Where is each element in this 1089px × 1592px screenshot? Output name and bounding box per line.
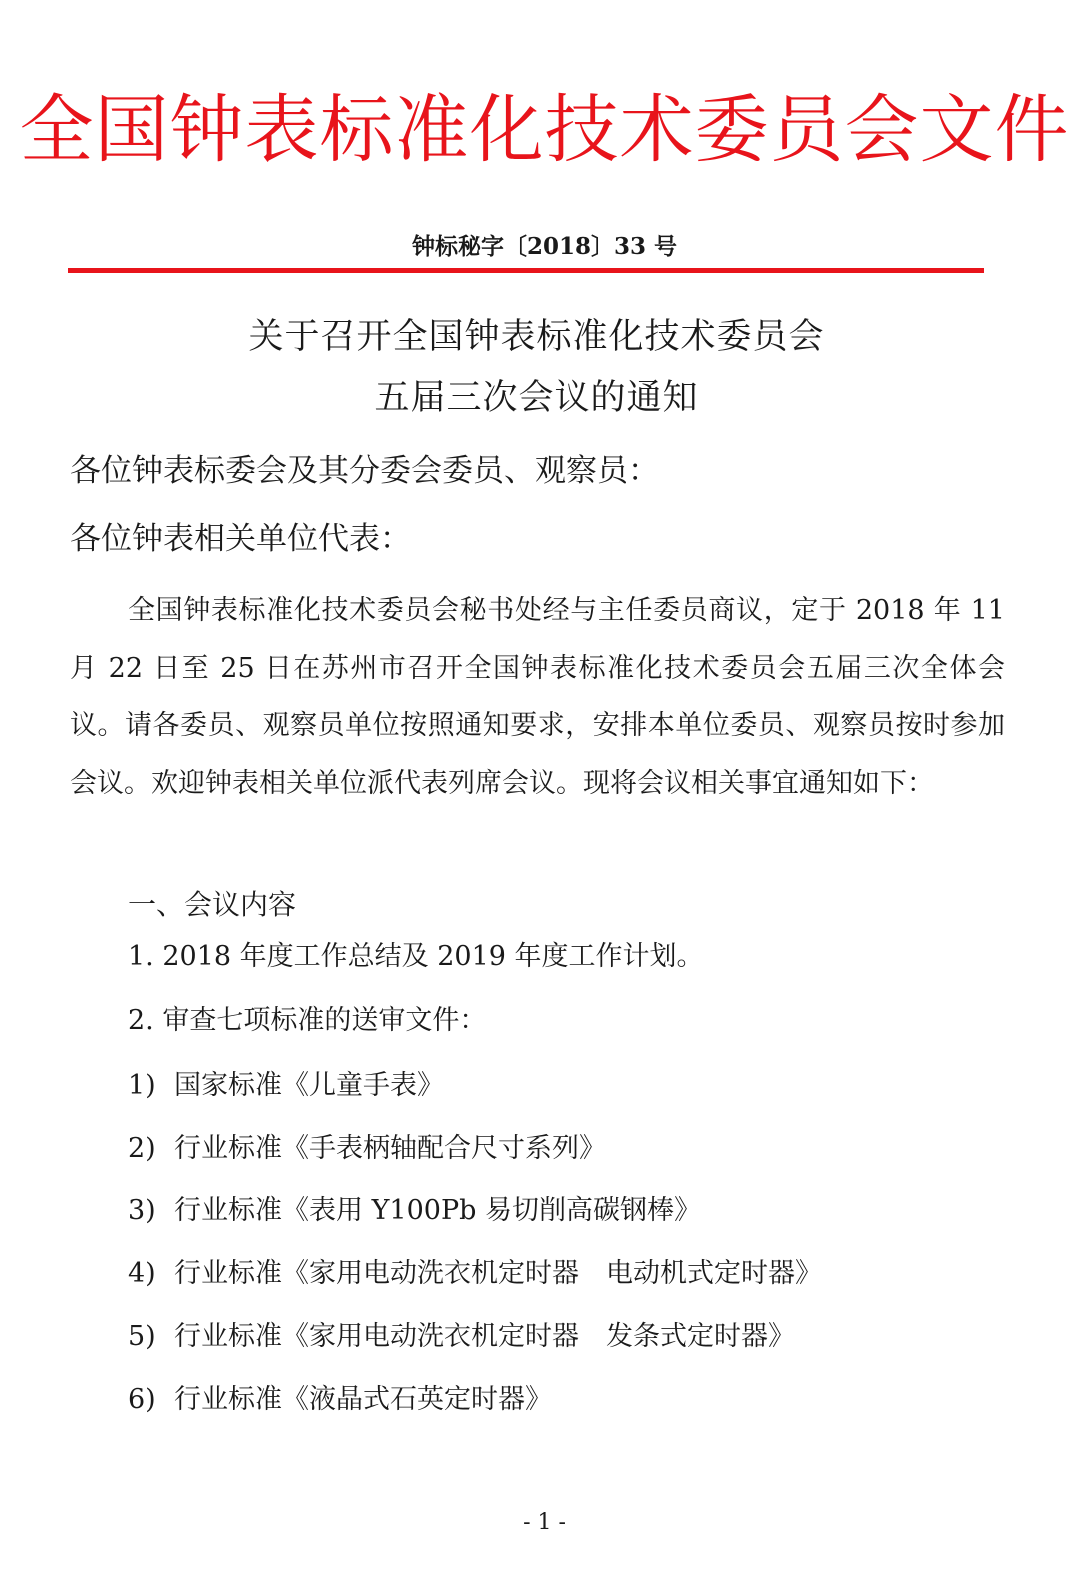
list-item-text: 行业标准《表用 Y100Pb 易切削高碳钢棒》 <box>174 1195 701 1226</box>
standard-list-item <box>128 1191 701 1231</box>
list-item-number: 2) <box>128 1133 156 1164</box>
section-heading-meeting-content: 一、会议内容 <box>128 888 297 921</box>
agenda-item-1: 1. 2018 年度工作总结及 2019 年度工作计划。 <box>128 941 704 972</box>
list-item-text: 行业标准《手表柄轴配合尺寸系列》 <box>174 1133 606 1164</box>
red-divider-line <box>68 268 984 273</box>
standard-list-item <box>128 1066 444 1106</box>
document-number: 钟标秘字〔2018〕33 号 <box>411 233 678 260</box>
notice-title-line-1: 关于召开全国钟表标准化技术委员会 <box>248 317 825 357</box>
page-number: - 1 - <box>523 1510 566 1535</box>
list-item-text: 行业标准《家用电动洗衣机定时器 发条式定时器》 <box>174 1321 795 1352</box>
list-item-text: 行业标准《家用电动洗衣机定时器 电动机式定时器》 <box>174 1258 822 1289</box>
masthead-title: 全国钟表标准化技术委员会文件 <box>19 87 1070 173</box>
salutation-members: 各位钟表标委会及其分委会委员、观察员： <box>70 453 659 489</box>
agenda-item-2: 2. 审查七项标准的送审文件： <box>128 1005 487 1036</box>
standard-list-item <box>128 1254 822 1294</box>
list-item-text: 国家标准《儿童手表》 <box>174 1070 444 1101</box>
standard-list-item <box>128 1317 795 1357</box>
list-item-number: 6) <box>128 1384 156 1415</box>
salutation-representatives: 各位钟表相关单位代表： <box>70 521 411 557</box>
list-item-number: 1) <box>128 1070 156 1101</box>
list-item-text: 行业标准《液晶式石英定时器》 <box>174 1384 552 1415</box>
notice-body-paragraph: 全国钟表标准化技术委员会秘书处经与主任委员商议，定于 2018 年 11 月 22 日至 25 日在苏州市召开全国钟表标准化技术委员会五届三次全体会议。请各委员、观察员单位按照通知要求，安排本单位委员、观察员按时参加会议。欢迎钟表相关单位派代表列席会议。现将会议相关事宜通知如下： <box>70 595 1005 799</box>
standard-list-item <box>128 1380 552 1420</box>
list-item-number: 5) <box>128 1321 156 1352</box>
list-item-number: 3) <box>128 1195 156 1226</box>
standard-list-item <box>128 1129 606 1169</box>
list-item-number: 4) <box>128 1258 156 1289</box>
notice-title-line-2: 五届三次会议的通知 <box>374 378 699 418</box>
